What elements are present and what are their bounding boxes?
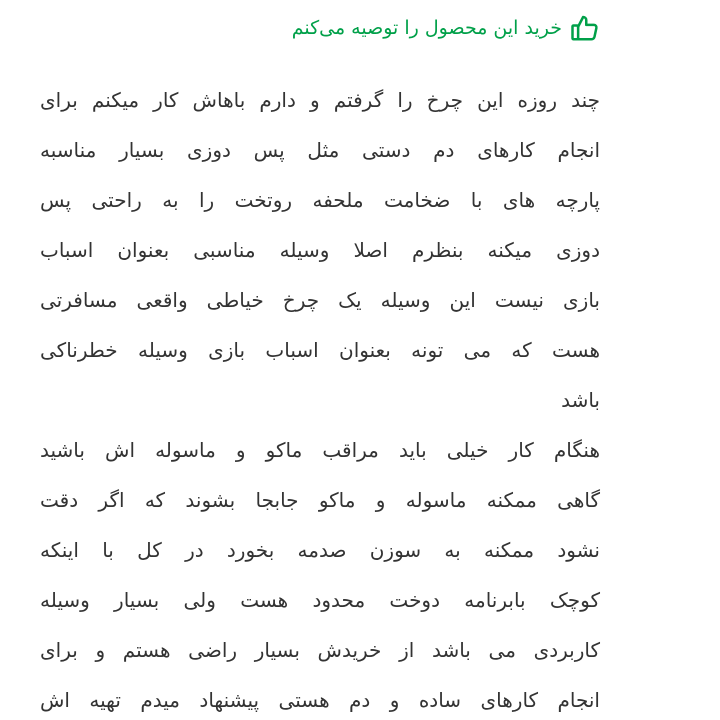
review-line: پارچه های با ضخامت ملحفه روتخت را به راحتی پس xyxy=(40,188,600,212)
review-line: گاهی ممکنه ماسوله و ماکو جابجا بشوند که اگر دقت xyxy=(40,488,600,512)
review-line: چند روزه این چرخ را گرفتم و دارم باهاش کار میکنم برای xyxy=(40,88,600,112)
recommendation-row xyxy=(292,10,600,46)
review-line: هست که می تونه بعنوان اسباب بازی وسیله خطرناکی xyxy=(40,338,600,362)
review-line: دوزی میکنه بنظرم اصلا وسیله مناسبی بعنوان اسباب xyxy=(40,238,600,262)
thumbs-up-icon xyxy=(570,13,600,43)
recommendation-label: خرید این محصول را توصیه می‌کنم xyxy=(291,17,562,39)
review-line: انجام کارهای ساده و دم هستی پیشنهاد میدم تهیه اش xyxy=(40,688,600,712)
review-line: بازی نیست این وسیله یک چرخ خیاطی واقعی مسافرتی xyxy=(40,288,600,312)
review-line: انجام کارهای دم دستی مثل پس دوزی بسیار مناسبه xyxy=(40,138,600,162)
review-line: کوچک بابرنامه دوخت محدود هست ولی بسیار وسیله xyxy=(40,588,600,612)
review-line: نشود ممکنه به سوزن صدمه بخورد در کل با اینکه xyxy=(40,538,600,562)
review-line: باشد xyxy=(561,388,600,412)
review-line: هنگام کار خیلی باید مراقب ماکو و ماسوله اش باشید xyxy=(40,438,600,462)
review-body xyxy=(40,75,600,720)
review-line: کاربردی می باشد از خریدش بسیار راضی هستم و برای xyxy=(40,638,600,662)
